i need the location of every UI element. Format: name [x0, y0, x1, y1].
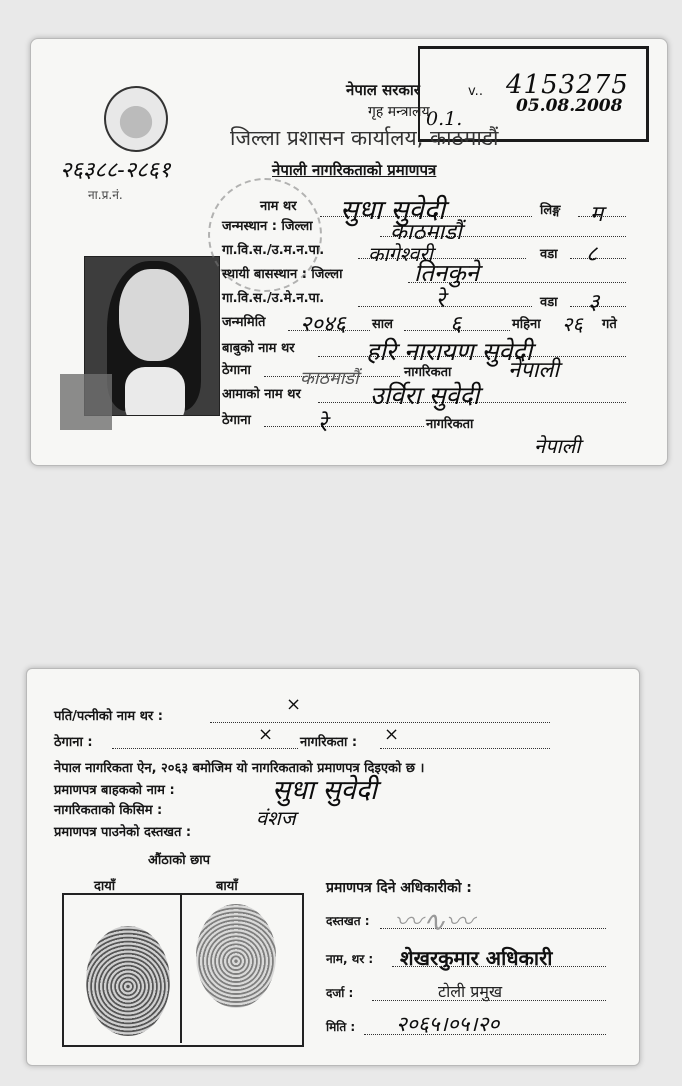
address-value: × — [258, 724, 274, 745]
ward2-label: वडा — [540, 295, 558, 310]
stamp-date: 05.08.2008 — [516, 96, 623, 116]
mother-address-value: रे — [318, 412, 327, 437]
gov-header: नेपाल सरकार — [346, 81, 420, 99]
left-thumb-label: बायाँ — [216, 879, 238, 894]
citizenship-label: नागरिकता : — [300, 735, 358, 750]
officer-signature-label: दस्तखत : — [326, 914, 370, 928]
mother-address-label: ठेगाना — [222, 413, 251, 428]
ministry: गृह मन्त्रालय — [368, 104, 430, 120]
name-value: सुधा सुवेदी — [340, 195, 446, 226]
citizenship-type-label: नागरिकताको किसिम : — [54, 803, 163, 818]
stamp-code: 0.1. — [426, 108, 463, 130]
spouse-value: × — [286, 694, 302, 715]
father-name-label: बाबुको नाम थर — [222, 341, 295, 356]
name-label: नाम थर — [260, 199, 297, 214]
vdc-value: कागेश्वरी — [368, 242, 433, 266]
mother-citizenship-label: नागरिकता — [426, 417, 474, 432]
photo-stamp-smudge — [60, 374, 112, 430]
gender-label: लिङ्ग — [540, 203, 561, 218]
nepal-emblem-icon — [104, 86, 168, 152]
holder-name-value: सुधा सुवेदी — [272, 775, 378, 806]
holder-name-label: प्रमाणपत्र बाहकको नाम : — [54, 783, 175, 798]
ward-value: ८ — [586, 242, 598, 267]
dob-year-label: साल — [372, 317, 393, 332]
father-citizenship-label: नागरिकता — [404, 365, 452, 380]
officer-signature-icon: 〰∿〰 — [394, 905, 474, 938]
officer-date-label: मिति : — [326, 1020, 356, 1034]
mother-name-value: उर्विरा सुवेदी — [370, 381, 480, 410]
father-address-label: ठेगाना — [222, 363, 251, 378]
office-name: जिल्ला प्रशासन कार्यालय, काठमाडौं — [230, 126, 499, 150]
father-name-value: हरि नारायण सुवेदी — [366, 337, 533, 366]
permanent-residence-label: स्थायी बासस्थान : जिल्ला — [222, 267, 343, 282]
stamp-prefix: v.. — [468, 84, 483, 99]
address-label: ठेगाना : — [54, 735, 93, 750]
birthplace-value: काठमाडौं — [390, 220, 462, 245]
ward-label: वडा — [540, 247, 558, 262]
citizenship-value: × — [384, 724, 400, 745]
dob-day: २६ — [562, 312, 583, 336]
thumbprint-label: औंठाको छाप — [148, 853, 210, 868]
stamp-number: 4153275 — [506, 70, 629, 100]
father-citizenship-value: नेपाली — [508, 358, 560, 383]
father-address-value: काठमाडौं — [300, 368, 359, 389]
right-thumb-label: दायाँ — [94, 879, 116, 894]
dob-year: २०४६ — [300, 312, 346, 337]
officer-rank-value: टोली प्रमुख — [438, 982, 503, 1001]
holder-signature-label: प्रमाणपत्र पाउनेको दस्तखत : — [54, 825, 192, 840]
officer-name-value: शेखरकुमार अधिकारी — [400, 946, 553, 970]
certificate-title: नेपाली नागरिकताको प्रमाणपत्र — [272, 161, 437, 179]
act-statement: नेपाल नागरिकता ऐन, २०६३ बमोजिम यो नागरिकताको प्रमाणपत्र दिइएको छ । — [54, 761, 425, 776]
mother-name-label: आमाको नाम थर — [222, 387, 301, 402]
dob-month: ६ — [450, 312, 462, 337]
mother-citizenship-value: नेपाली — [534, 434, 581, 458]
birthplace-label: जन्मस्थान : जिल्ला — [222, 219, 313, 234]
right-thumbprint-icon — [86, 926, 170, 1036]
certificate-number: २६३८८-२८६१ — [60, 158, 171, 183]
dob-label: जन्ममिति — [222, 315, 266, 330]
dob-month-label: महिना — [512, 317, 541, 332]
permanent-residence-value: तिनकुने — [414, 259, 479, 287]
officer-rank-label: दर्जा : — [326, 986, 354, 1000]
dob-day-label: गते — [602, 317, 617, 332]
spouse-label: पति/पत्नीको नाम थर : — [54, 709, 163, 724]
officer-date-value: २०६५।०५।२० — [396, 1012, 500, 1036]
officer-name-label: नाम, थर : — [326, 952, 374, 966]
officer-heading: प्रमाणपत्र दिने अधिकारीको : — [326, 880, 472, 896]
vdc2-value: रे — [436, 288, 445, 313]
ward2-value: ३ — [588, 290, 600, 315]
vdc2-label: गा.वि.स./उ.मे.न.पा. — [222, 291, 325, 306]
gender-value: म — [590, 202, 604, 227]
citizenship-type-value: वंशज — [256, 806, 296, 830]
left-thumbprint-icon — [196, 904, 276, 1008]
certificate-number-label: ना.प्र.नं. — [88, 188, 123, 202]
vdc-label: गा.वि.स./उ.म.न.पा. — [222, 243, 325, 258]
